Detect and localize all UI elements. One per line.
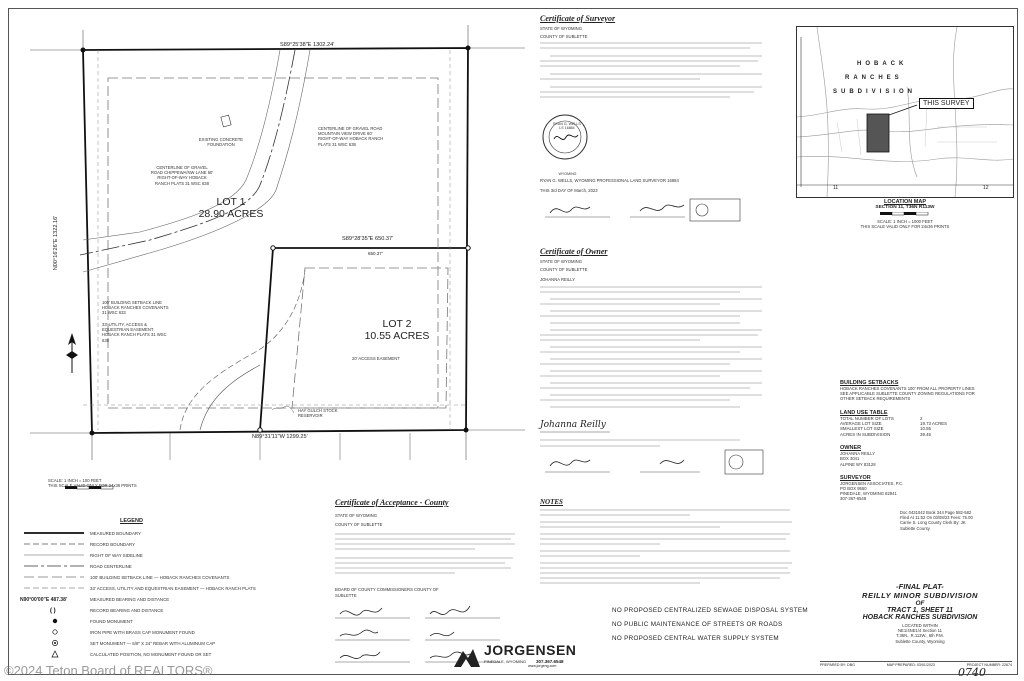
monument-symbol	[81, 48, 86, 53]
owner-block-title: OWNER	[840, 445, 862, 452]
map-label-ranches: RANCHES	[845, 75, 903, 81]
monument-symbol	[466, 246, 470, 250]
subdivision-boundary	[83, 48, 468, 433]
map-label-hoback: HOBACK	[857, 61, 908, 67]
setbacks-note: SEE APPLICABLE SUBLETTE COUNTY ZONING REGULATIONS FOR OTHER SETBACK REQUIREMENTS	[840, 391, 975, 402]
legend-label: RECORD BOUNDARY	[90, 542, 136, 547]
quarter-section: NE1/4NE1/4 Section 11	[898, 628, 942, 634]
acceptance-state: STATE OF WYOMING	[335, 513, 377, 518]
legend-item	[20, 539, 320, 550]
land-use-value: 2	[920, 415, 923, 421]
surveyor-ack-date: THIS 3rd DAY OF March, 2023	[540, 187, 598, 193]
legend-label: IRON PIPE WITH BRASS CAP MONUMENT FOUND	[90, 630, 195, 635]
surveyor-seal	[540, 109, 620, 169]
lot1-area: 28.90 ACRES	[198, 208, 264, 220]
title-of: OF	[915, 600, 925, 607]
surveyor-line: JORGENSEN ASSOCIATES, P.C.	[840, 480, 904, 486]
legend-item	[20, 616, 320, 627]
annotation-mountain-view-road: CENTERLINE OF GRAVEL ROAD MOUNTAIN VIEW DRIVE 60' RIGHT-OF-WAY HOBACK RANCH PLATS 31 WSC 638	[318, 126, 384, 147]
watermark: ©2024 Teton Board of REALTORS®	[4, 663, 213, 678]
sheet-code: 0740	[958, 666, 986, 679]
owner-notary-block	[540, 430, 770, 478]
legend-label: MEASURED BOUNDARY	[90, 531, 141, 536]
land-use-title: LAND USE TABLE	[840, 409, 888, 416]
recording-line: Sublette County	[900, 525, 930, 531]
parent-subdivision: HOBACK RANCHES SUBDIVISION	[862, 614, 978, 621]
notary-signature-block	[540, 195, 770, 227]
legend-label: SET MONUMENT — 5/8" X 24" REBAR WITH ALUMINUM CAP	[90, 641, 216, 646]
easement-line	[200, 365, 260, 430]
mountain-logo-icon	[454, 645, 480, 667]
disclaimer-streets: NO PUBLIC MAINTENANCE OF STREETS OR ROADS	[612, 621, 783, 628]
land-use-value: 39.45	[920, 431, 931, 437]
owner-signature: Johanna Reilly	[540, 419, 606, 430]
located-within: LOCATED WITHIN	[902, 623, 938, 628]
legend-item	[20, 649, 320, 660]
bearing-interior: S89°28'35"E 650.37'	[342, 236, 394, 242]
lot1-label	[186, 196, 276, 220]
notes-title: NOTES	[540, 498, 563, 506]
owner-title: Certificate of Owner	[540, 247, 608, 256]
location-map-scale-note: THIS SCALE VALID ONLY FOR 24x36 PRINTS	[860, 224, 950, 230]
recording-line: Filed At 11:52 On 03/08/23 Fees: 75.00	[900, 515, 973, 521]
bearing-west: N00°16'26"E 1322.16'	[53, 215, 59, 271]
owner-block-lines	[840, 451, 990, 467]
legend-item	[20, 528, 320, 539]
map-label-subdivision: SUBDIVISION	[833, 89, 917, 95]
legend-symbol	[20, 573, 90, 583]
legend-symbol	[20, 584, 90, 594]
recording-line: Carrie S. Long County Clerk By: JK	[900, 520, 966, 526]
surveyor-county: COUNTY OF SUBLETTE	[540, 34, 588, 40]
land-use-table	[840, 416, 990, 438]
legend-symbol	[20, 606, 90, 616]
land-use-value: 19.73 ACRES	[920, 421, 948, 427]
owner-county: COUNTY OF SUBLETTE	[540, 267, 588, 273]
surveyor-block-lines	[840, 481, 990, 502]
legend-item	[20, 594, 320, 605]
lot2-name: LOT 2	[382, 318, 412, 330]
legend-label: 33' ACCESS, UTILITY AND EQUESTRIAN EASEMENT — HOBACK RANCH PLATS	[90, 586, 256, 591]
monument-symbol	[464, 428, 469, 433]
legend-item	[20, 627, 320, 638]
this-survey-callout: THIS SURVEY	[919, 98, 974, 109]
owner-line: JOHANNA REILLY	[840, 451, 876, 457]
lot2-label	[352, 318, 442, 342]
road-sideline	[83, 50, 310, 272]
owner-certificate	[540, 247, 770, 483]
legend-label: 100' BUILDING SETBACK LINE — HOBACK RANCHES COVENANTS	[90, 575, 230, 580]
monument-symbol	[466, 46, 471, 51]
owner-name: JOHANNA REILLY	[540, 277, 576, 283]
township-range: T.36N., R.113W., 6th P.M.	[896, 633, 944, 639]
legend-symbol	[20, 562, 90, 572]
location-map	[796, 26, 1014, 198]
subdivision-name: REILLY MINOR SUBDIVISION	[862, 591, 978, 600]
section-number-11: 11	[833, 185, 839, 191]
lot2-area: 10.55 ACRES	[364, 330, 430, 342]
land-use-label: ACRES IN SUBDIVISION	[840, 431, 891, 437]
seal-name: RYAN G. WELLS	[553, 122, 581, 126]
surveyor-text-block	[540, 39, 765, 104]
seal-text	[552, 122, 582, 131]
surveyor-title: Certificate of Surveyor	[540, 14, 616, 23]
title-block	[840, 582, 1000, 644]
location-map-title: LOCATION MAP	[883, 199, 927, 205]
monument-symbol	[258, 428, 262, 432]
disclaimer-sewage: NO PROPOSED CENTRALIZED SEWAGE DISPOSAL SYSTEM	[612, 607, 808, 614]
bearing-south: N89°31'11"W 1299.25'	[252, 434, 308, 440]
map-prepared: MAP PREPARED: 03/01/2023	[886, 663, 935, 667]
legend-symbol	[20, 551, 90, 561]
surveyor-line: 307-367-6548	[840, 496, 867, 502]
legend-symbol	[20, 628, 90, 638]
location-map-caption	[830, 199, 980, 229]
acceptance-title: Certificate of Acceptance - County	[335, 498, 449, 507]
legend-symbol: N90°00'00"E 487.38'	[20, 596, 68, 603]
legend-label: ROAD CENTERLINE	[90, 564, 132, 569]
bearing-interior-record: 650.37'	[368, 251, 383, 256]
road-centerline-mountain-view	[80, 50, 295, 255]
annotation-setback: 100' BUILDING SETBACK LINE HOBACK RANCHES COVENANTS 31 WSC 633	[102, 300, 169, 316]
seal-number: LS 16884	[559, 126, 575, 131]
section-number-12: 12	[983, 185, 989, 191]
legend-item	[20, 561, 320, 572]
prepared-by: PREPARED BY: DBG	[820, 663, 855, 667]
svg-text:( ): ( )	[50, 607, 56, 614]
owner-text-block	[540, 283, 765, 413]
info-blocks	[840, 380, 990, 502]
plat-scale-text	[48, 478, 168, 488]
land-use-row	[840, 432, 990, 437]
annotation-chippewa-road: CENTERLINE OF GRAVEL ROAD CHIPPEWA/NW LANE 60' RIGHT-OF-WAY HOBACK RANCH PLATS 31 WSC 638	[150, 165, 214, 186]
surveyor-state: STATE OF WYOMING	[540, 26, 582, 31]
plat-scale-note: THIS SCALE VALID ONLY FOR 24x36 PRINTS	[48, 483, 137, 489]
bearing-north: S89°25'38"E 1302.24'	[280, 42, 335, 48]
legend-label: FOUND MONUMENT	[90, 619, 133, 624]
legend-title: LEGEND	[120, 518, 143, 524]
legend-list	[20, 528, 320, 660]
location-map-scale: SCALE: 1 INCH = 1000 FEET	[877, 219, 933, 224]
project-number: PROJECT NUMBER: 22674	[966, 663, 1012, 667]
recording-stamp	[900, 510, 1010, 531]
land-use-label: SMALLEST LOT SIZE	[840, 426, 884, 432]
existing-foundation	[221, 115, 231, 127]
legend-item	[20, 550, 320, 561]
notes-text-block	[540, 506, 795, 601]
tract-name: TRACT 1, SHEET 11	[887, 607, 953, 614]
county-state: Sublette County, Wyoming	[895, 638, 945, 644]
acceptance-county: COUNTY OF SUBLETTE	[335, 522, 383, 528]
owner-state: STATE OF WYOMING	[540, 259, 582, 264]
seal-state: WYOMING	[558, 172, 577, 176]
owner-line: ALPINE WY 83128	[840, 461, 876, 467]
legend	[20, 518, 320, 660]
monument-symbol	[271, 246, 275, 250]
surveyor-block-title: SURVEYOR	[840, 474, 871, 481]
disclaimer-water: NO PROPOSED CENTRAL WATER SUPPLY SYSTEM	[612, 635, 779, 642]
land-use-label: AVERAGE LOT SIZE	[840, 421, 882, 427]
legend-symbol	[20, 529, 90, 539]
company-phone: 307.367.6548	[536, 659, 564, 664]
legend-label: RIGHT OF WAY SIDELINE	[90, 553, 143, 558]
company-city: PINEDALE, WYOMING	[484, 659, 527, 664]
location-map-subtitle: SECTION 11, T36N R113W	[875, 205, 935, 210]
legend-label: RECORD BEARING AND DISTANCE	[90, 608, 164, 613]
plat-type: -FINAL PLAT-	[896, 582, 944, 591]
legend-symbol	[20, 617, 90, 627]
surveyor-line: PO BOX 9550	[840, 486, 867, 492]
annotation-foundation: EXISTING CONCRETE FOUNDATION	[198, 137, 244, 148]
surveyor-certificate	[540, 14, 770, 232]
disclaimer-list	[612, 604, 832, 646]
legend-item	[20, 572, 320, 583]
surveyor-line: PINEDALE, WYOMING 82941	[840, 491, 897, 497]
legend-item	[20, 583, 320, 594]
legend-item	[20, 605, 320, 616]
company-name: JORGENSEN	[484, 642, 577, 658]
legend-item	[20, 638, 320, 649]
surveyor-signed-by: RYAN G. WELLS, WYOMING PROFESSIONAL LAND SURVEYOR 16884	[540, 178, 679, 184]
land-use-label: TOTAL NUMBER OF LOTS	[840, 415, 894, 421]
annotation-access-easement: 20' ACCESS EASEMENT	[352, 356, 400, 361]
plat-scale: SCALE: 1 INCH = 100 FEET	[48, 478, 102, 483]
land-use-value: 10.55	[920, 426, 931, 432]
legend-symbol	[20, 639, 90, 649]
owner-line: BOX 3041	[840, 456, 860, 462]
reservoir-outline	[272, 406, 294, 413]
acceptance-board: BOARD OF COUNTY COMMISSIONERS COUNTY OF SUBLETTE	[335, 587, 439, 598]
company-logo	[454, 642, 577, 669]
annotation-utility-easement: 33' UTILITY, ACCESS & EQUESTRIAN EASEMENT HOBACK RANCH PLATS 31 WSC 638	[102, 322, 167, 343]
location-map-drawing	[797, 27, 1013, 197]
legend-symbol	[20, 650, 90, 660]
map-scale-bar	[880, 212, 930, 217]
lot1-name: LOT 1	[216, 196, 246, 208]
this-survey-parcel	[867, 114, 889, 152]
notes-section	[540, 498, 795, 606]
legend-label: CALCULATED POSITION, NO MONUMENT FOUND OR SET	[90, 652, 212, 657]
legend-symbol	[20, 540, 90, 550]
setbacks-title: BUILDING SETBACKS	[840, 380, 899, 386]
company-web: www.jorgeng.com	[528, 664, 557, 668]
legend-label: MEASURED BEARING AND DISTANCE	[90, 597, 170, 602]
recording-line: Doc 0431042 Book 344 Page 582-582	[900, 510, 972, 515]
annotation-reservoir: HAY GULCH STOCK RESERVOIR	[298, 408, 338, 419]
setbacks-text: HOBACK RANCHES COVENANTS 100' FROM ALL PROPERTY LINES	[840, 386, 975, 391]
north-arrow-icon	[66, 333, 78, 373]
monument-symbol	[90, 431, 95, 436]
